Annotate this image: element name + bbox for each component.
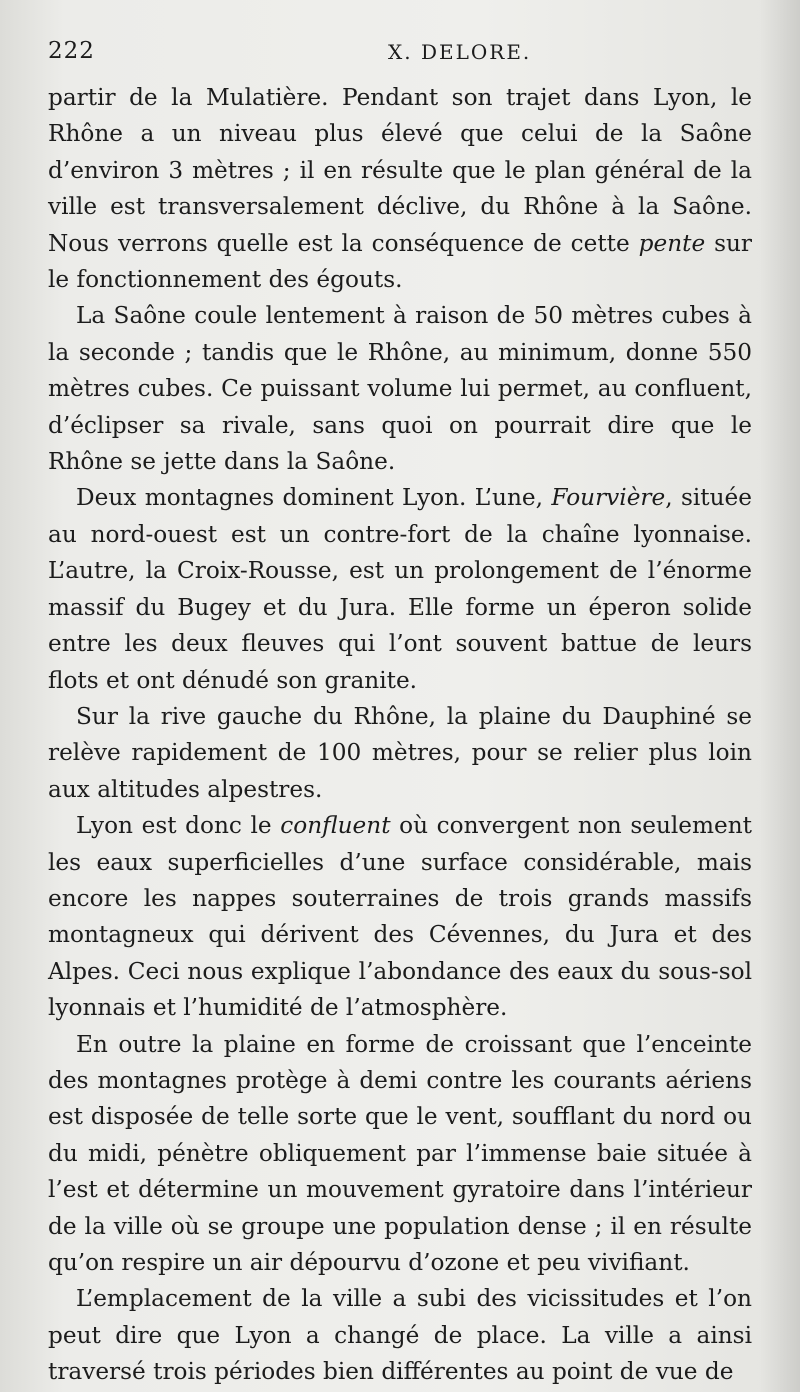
page-number: 222: [48, 38, 95, 64]
running-head: X. DELORE.: [388, 40, 532, 64]
paragraph-3: [48, 480, 752, 698]
page-edge-shadow: [760, 0, 800, 1392]
paragraph-5: [48, 808, 752, 1026]
body-text: [48, 80, 752, 1391]
page-header: [48, 38, 752, 78]
text-run: partir de la Mulatière. Pendant son trajet dans Lyon, le Rhône a un niveau plus élevé que celui de la Saône d’environ 3 mètres ; il en résulte que le plan général de la ville est transversalement déclive, du Rhône à la Saône. Nous verrons quelle est la conséquence de cette: [48, 84, 752, 257]
text-run: Deux montagnes dominent Lyon. L’une,: [76, 484, 552, 512]
paragraph-2: [48, 298, 752, 480]
text-run: En outre la plaine en forme de croissant que l’enceinte des montagnes protège à demi contre les courants aériens est disposée de telle sorte que le vent, soufflant du nord ou du midi, pénètre obliquement par l’immense baie située à l’est et détermine un mouvement gyratoire dans l’intérieur de la ville où se groupe une population dense ; il en résulte qu’on respire un air dépourvu d’ozone et peu vivifiant.: [48, 1030, 752, 1276]
italic-term-pente: pente: [638, 229, 706, 257]
paragraph-7: [48, 1281, 752, 1390]
text-run: où convergent non seulement les eaux superficielles d’une surface considérable, mais encore les nappes souterraines de trois grands massifs montagneux qui dérivent des Cévennes, du Jura et des Alpes. Ceci nous explique l’abondance des eaux du sous-sol lyonnais et l’humidité de l’atmosphère.: [48, 812, 752, 1022]
text-run: L’emplacement de la ville a subi des vicissitudes et l’on peut dire que Lyon a changé de place. La ville a ainsi traversé trois périodes bien différentes au point de vue de: [48, 1285, 752, 1386]
text-run: Sur la rive gauche du Rhône, la plaine du Dauphiné se relève rapidement de 100 mètres, pour se relier plus loin aux altitudes alpestres.: [48, 702, 752, 803]
text-run: sur le fonctionnement des égouts.: [48, 229, 752, 294]
italic-term-fourviere: Fourvière: [551, 484, 666, 512]
text-run: , située au nord-ouest est un contre-fort de la chaîne lyonnaise. L’autre, la Croix-Rousse, est un prolongement de l’énorme massif du Bugey et du Jura. Elle forme un éperon solide entre les deux fleuves qui l’ont souvent battue de leurs flots et ont dénudé son granite.: [48, 484, 752, 694]
text-run: La Saône coule lentement à raison de 50 mètres cubes à la seconde ; tandis que le Rhône, au minimum, donne 550 mètres cubes. Ce puissant volume lui permet, au confluent, d’éclipser sa rivale, sans quoi on pourrait dire que le Rhône se jette dans la Saône.: [48, 302, 752, 476]
paragraph-4: [48, 699, 752, 808]
paragraph-6: [48, 1027, 752, 1282]
text-run: Lyon est donc le: [76, 812, 281, 840]
paragraph-1: [48, 80, 752, 298]
italic-term-confluent: confluent: [280, 812, 391, 840]
